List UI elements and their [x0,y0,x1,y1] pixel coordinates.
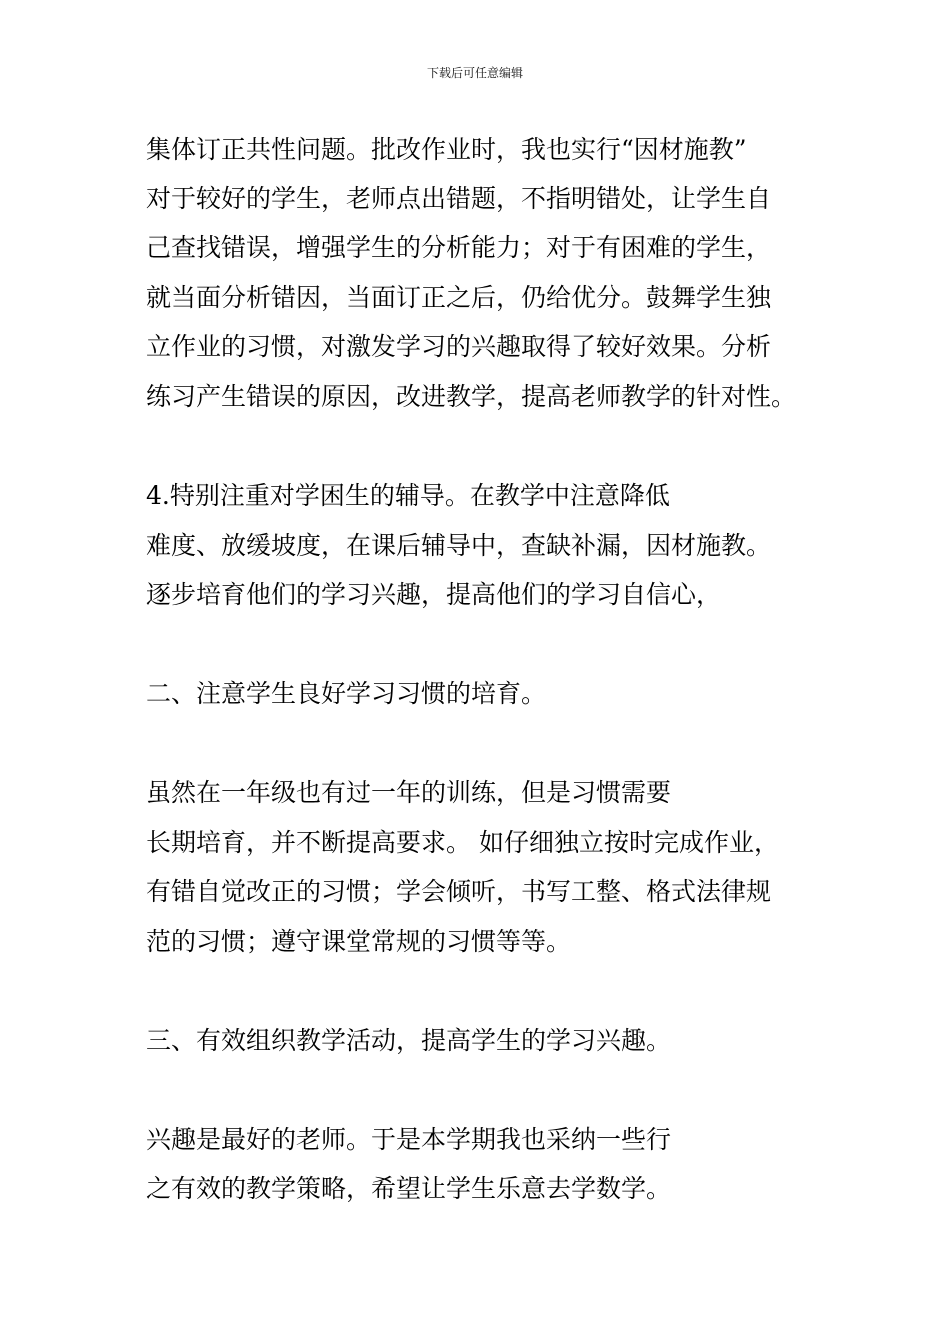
page-header-note: 下载后可任意编辑 [426,66,523,80]
text-line: 己查找错误，增强学生的分析能力；对于有困难的学生， [146,233,772,262]
text-line: 难度、放缓坡度，在课后辅导中，查缺补漏，因材施教。 [146,531,772,560]
text-line: 范的习惯；遵守课堂常规的习惯等等。 [146,927,572,956]
text-line: 之有效的教学策略，希望让学生乐意去学数学。 [146,1174,672,1203]
text-line: 4.特别注重对学困生的辅导。在教学中注意降低 [146,481,670,510]
text-line: 练习产生错误的原因，改进教学，提高老师教学的针对性。 [146,382,797,411]
text-line: 对于较好的学生，老师点出错题，不指明错处，让学生自 [146,184,772,213]
text-line: 逐步培育他们的学习兴趣，提高他们的学习自信心， [146,580,722,609]
text-line: 集体订正共性问题。批改作业时，我也实行“因材施教” [146,135,747,164]
text-line: 兴趣是最好的老师。于是本学期我也采纳一些行 [146,1125,672,1154]
text-line: 立作业的习惯，对激发学习的兴趣取得了较好效果。分析 [146,332,772,361]
text-line: 长期培育，并不断提高要求。 如仔细独立按时完成作业， [146,828,779,857]
text-line: 就当面分析错因，当面订正之后，仍给优分。鼓舞学生独 [146,283,772,312]
text-line: 有错自觉改正的习惯；学会倾听，书写工整、格式法律规 [146,877,772,906]
section-heading: 二、注意学生良好学习习惯的培育。 [146,679,547,708]
section-heading: 三、有效组织教学活动，提高学生的学习兴趣。 [146,1026,672,1055]
text-line: 虽然在一年级也有过一年的训练，但是习惯需要 [146,778,672,807]
